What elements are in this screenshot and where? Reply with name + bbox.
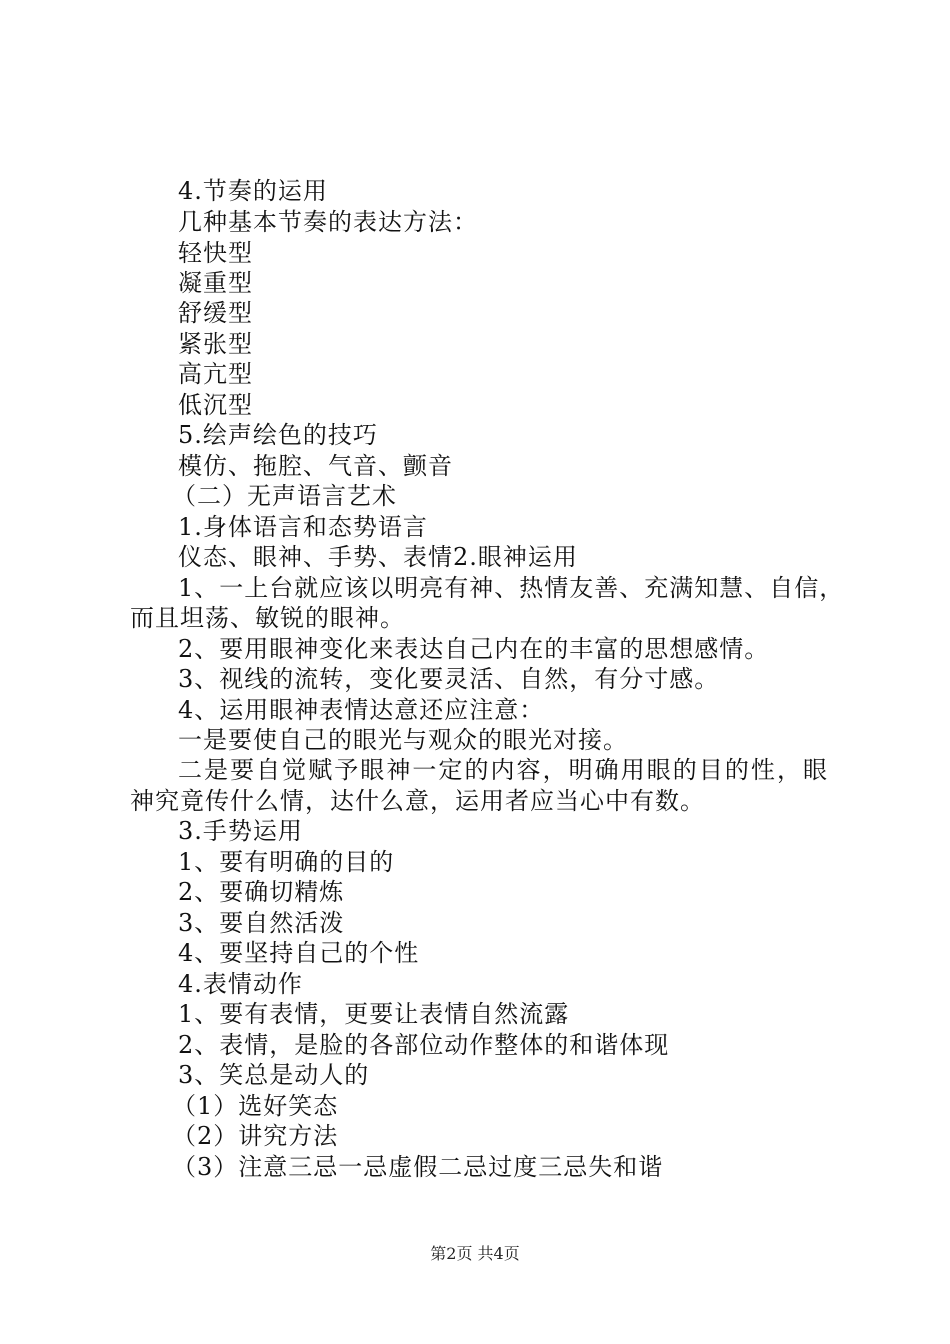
text-line: 模仿、拖腔、气音、颤音 bbox=[178, 452, 453, 480]
list-item: 2、要确切精炼 bbox=[178, 878, 345, 906]
list-item: 4、要坚持自己的个性 bbox=[178, 939, 420, 967]
text-line: 二是要自觉赋予眼神一定的内容，明确用眼的目的性，眼 bbox=[178, 756, 828, 784]
list-item: 低沉型 bbox=[178, 391, 253, 419]
text-line: 一是要使自己的眼光与观众的眼光对接。 bbox=[178, 726, 628, 754]
text-line: 4、运用眼神表情达意还应注意： bbox=[178, 696, 545, 724]
list-item: 3、要自然活泼 bbox=[178, 909, 345, 937]
list-item: 凝重型 bbox=[178, 269, 253, 297]
sub-list-item: （2）讲究方法 bbox=[172, 1122, 339, 1150]
section-heading: 1.身体语言和态势语言 bbox=[178, 513, 428, 541]
list-item: 3、笑总是动人的 bbox=[178, 1061, 370, 1089]
list-item: 2、表情，是脸的各部位动作整体的和谐体现 bbox=[178, 1031, 670, 1059]
text-line: 2、要用眼神变化来表达自己内在的丰富的思想感情。 bbox=[178, 635, 770, 663]
text-line: 而且坦荡、敏锐的眼神。 bbox=[130, 604, 405, 632]
text-line: 几种基本节奏的表达方法： bbox=[178, 208, 478, 236]
section-heading: 4.表情动作 bbox=[178, 970, 303, 998]
section-heading: （二）无声语言艺术 bbox=[172, 482, 397, 510]
section-heading: 5.绘声绘色的技巧 bbox=[178, 421, 378, 449]
sub-list-item: （1）选好笑态 bbox=[172, 1092, 339, 1120]
text-line: 仪态、眼神、手势、表情2.眼神运用 bbox=[178, 543, 578, 571]
list-item: 舒缓型 bbox=[178, 299, 253, 327]
text-line: 1、一上台就应该以明亮有神、热情友善、充满知慧、自信， bbox=[178, 574, 845, 602]
section-heading: 3.手势运用 bbox=[178, 817, 303, 845]
text-line: 3、视线的流转，变化要灵活、自然，有分寸感。 bbox=[178, 665, 720, 693]
list-item: 1、要有明确的目的 bbox=[178, 848, 395, 876]
list-item: 高亢型 bbox=[178, 360, 253, 388]
section-heading: 4.节奏的运用 bbox=[178, 177, 328, 205]
sub-list-item: （3）注意三忌一忌虚假二忌过度三忌失和谐 bbox=[172, 1153, 664, 1181]
text-line: 神究竟传什么情，达什么意，运用者应当心中有数。 bbox=[130, 787, 705, 815]
list-item: 紧张型 bbox=[178, 330, 253, 358]
list-item: 轻快型 bbox=[178, 239, 253, 267]
list-item: 1、要有表情，更要让表情自然流露 bbox=[178, 1000, 570, 1028]
page-number-footer: 第2页 共4页 bbox=[430, 1244, 520, 1263]
